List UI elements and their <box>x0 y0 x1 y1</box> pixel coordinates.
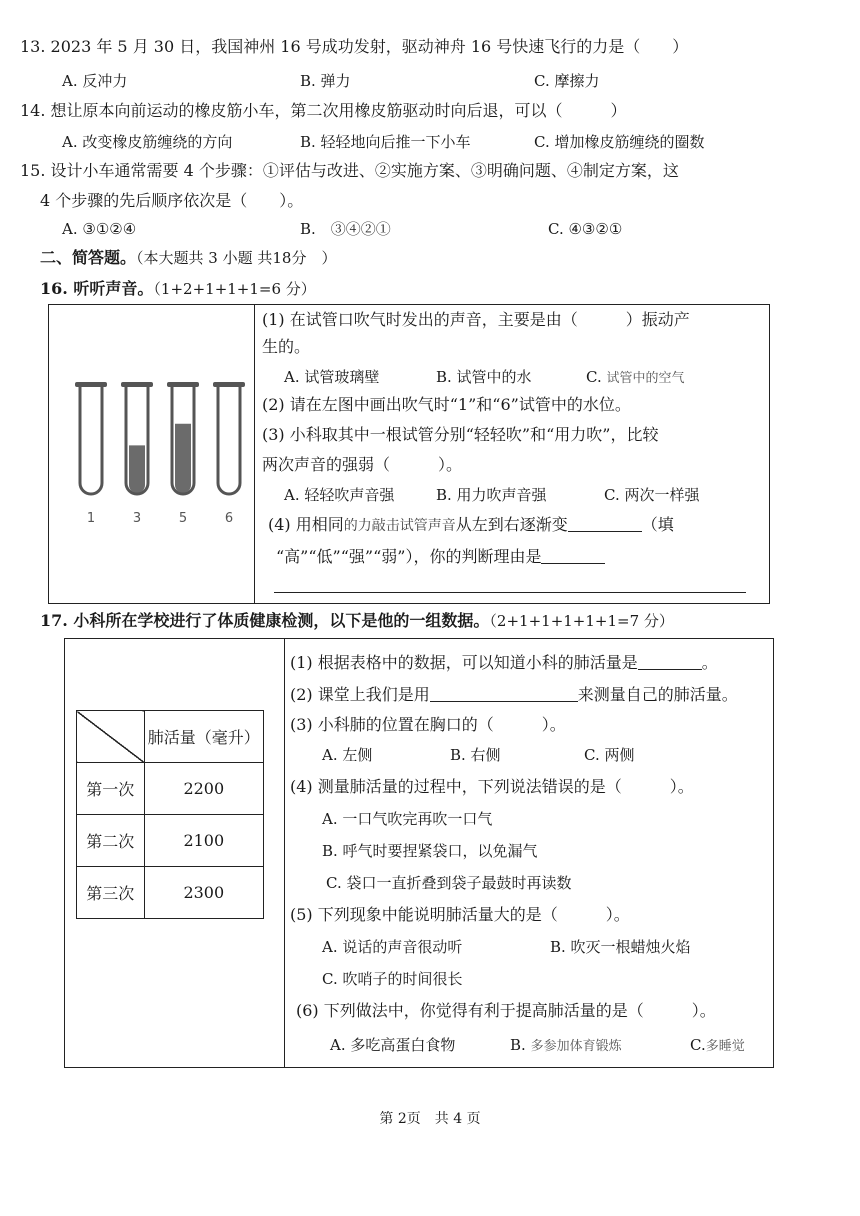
q16-p4-blank[interactable] <box>568 515 642 532</box>
row-label: 第二次 <box>77 815 145 867</box>
row-value: 2100 <box>144 815 263 867</box>
q17-p4: (4) 测量肺活量的过程中，下列说法错误的是（ ）。 <box>290 777 694 796</box>
table-row <box>77 763 264 815</box>
q16-p3-option-c: C. 两次一样强 <box>604 486 700 504</box>
table-corner-cell <box>77 711 145 763</box>
q16-divider <box>254 304 255 604</box>
page-footer: 第 2页 共 4 页 <box>379 1111 481 1127</box>
q16-p4-pre: (4) 用相同 <box>268 515 344 534</box>
section2-note: （本大题共 3 小题 共18分 ） <box>136 249 337 267</box>
q16-p4-fill: （填 <box>641 515 674 534</box>
q15-option-a: A. ③①②④ <box>62 220 137 238</box>
q13-option-b: B. 弹力 <box>300 72 351 90</box>
q16-p3-option-a: A. 轻轻吹声音强 <box>284 486 395 504</box>
tube-outline <box>80 386 102 494</box>
q15-option-c: C. ④③②① <box>548 220 623 238</box>
q17-p3: (3) 小科肺的位置在胸口的（ ）。 <box>290 715 566 734</box>
tube-rim <box>213 382 245 387</box>
q17-p3-option-a: A. 左侧 <box>322 746 373 764</box>
q17-heading <box>40 610 674 632</box>
q16-p4-line2-text: “高”“低”“强”“弱”），你的判断理由是 <box>276 547 542 566</box>
q17-p6-option-a: A. 多吃高蛋白食物 <box>330 1036 456 1054</box>
q17-p6-option-b <box>510 1034 622 1058</box>
q16-p1-option-a: A. 试管玻璃壁 <box>284 368 380 386</box>
test-tube <box>213 382 245 526</box>
row-value: 2200 <box>144 763 263 815</box>
tube-label: 6 <box>224 511 234 526</box>
q17-p6-option-b-text: 多参加体育锻炼 <box>530 1039 622 1054</box>
q14-option-a: A. 改变橡皮筋缠绕的方向 <box>62 133 233 151</box>
q16-p1-line2: 生的。 <box>262 337 311 356</box>
q16-p4-mid: 的力敲击试管声音 <box>343 518 456 534</box>
q17-p2-post: 来测量自己的肺活量。 <box>577 685 738 704</box>
test-tubes-figure <box>60 372 250 532</box>
q17-p5-option-a: A. 说话的声音很动听 <box>322 938 463 956</box>
q17-p4-option-b: B. 呼气时要捏紧袋口，以免漏气 <box>322 842 538 860</box>
q16-score: （1+2+1+1+1=6 分） <box>153 280 316 298</box>
q17-p6-option-c-letter: C. <box>690 1036 706 1054</box>
q15-stem-line2: 4 个步骤的先后顺序依次是（ ）。 <box>40 191 304 210</box>
q17-p1 <box>290 652 718 674</box>
lung-capacity-table <box>76 710 264 919</box>
q16-p4-line1 <box>268 514 674 537</box>
q17-p4-option-c: C. 袋口一直折叠到袋子最鼓时再读数 <box>326 874 572 892</box>
q14-option-c: C. 增加橡皮筋缠绕的圈数 <box>534 133 705 151</box>
section2-title: 二、简答题。 <box>40 248 137 267</box>
tube-outline <box>218 386 240 494</box>
q16-p1-option-c-letter: C. <box>586 368 602 386</box>
table-row <box>77 867 264 919</box>
test-tube <box>75 382 107 526</box>
q17-p4-option-a: A. 一口气吹完再吹一口气 <box>322 810 493 828</box>
tube-water <box>175 424 191 493</box>
q16-reason-blank-2[interactable] <box>274 592 746 593</box>
table-row <box>77 815 264 867</box>
row-label: 第一次 <box>77 763 145 815</box>
tube-rim <box>167 382 199 387</box>
table-header: 肺活量（毫升） <box>144 711 263 763</box>
test-tube <box>121 382 153 526</box>
q16-p3-line1: (3) 小科取其中一根试管分别“轻轻吹”和“用力吹”，比较 <box>262 425 659 444</box>
test-tube <box>167 382 199 526</box>
tube-label: 1 <box>86 511 96 526</box>
tube-rim <box>121 382 153 387</box>
q16-p1-option-c <box>586 366 685 390</box>
q16-p1-option-c-text: 试管中的空气 <box>606 371 685 386</box>
q17-divider <box>284 638 285 1068</box>
q14-stem: 14. 想让原本向前运动的橡皮筋小车，第二次用橡皮筋驱动时向后退，可以（ ） <box>20 101 627 120</box>
q17-p1-text: (1) 根据表格中的数据，可以知道小科的肺活量是 <box>290 653 638 672</box>
q17-p1-end: 。 <box>701 653 718 672</box>
q16-heading <box>40 278 316 300</box>
q15-option-b: B. ③④②① <box>300 220 391 238</box>
q17-p5-option-c: C. 吹哨子的时间很长 <box>322 970 463 988</box>
row-value: 2300 <box>144 867 263 919</box>
q17-title: 17. 小科所在学校进行了体质健康检测，以下是他的一组数据。 <box>40 611 490 630</box>
q17-p2 <box>290 684 738 706</box>
section2-heading <box>40 247 336 269</box>
q16-p1-option-b: B. 试管中的水 <box>436 368 532 386</box>
q17-p5: (5) 下列现象中能说明肺活量大的是（ ）。 <box>290 905 630 924</box>
tube-rim <box>75 382 107 387</box>
q17-p1-blank[interactable] <box>638 653 702 670</box>
q16-reason-blank-1[interactable] <box>541 547 605 564</box>
q17-p6-option-c-text: 多睡觉 <box>705 1039 745 1054</box>
q13-option-c: C. 摩擦力 <box>534 72 600 90</box>
q15-stem-line1: 15. 设计小车通常需要 4 个步骤：①评估与改进、②实施方案、③明确问题、④制定方案，这 <box>20 161 679 180</box>
q13-stem: 13. 2023 年 5 月 30 日，我国神州 16 号成功发射，驱动神舟 16 号快速飞行的力是（ ） <box>20 37 689 56</box>
tube-label: 5 <box>178 511 188 526</box>
q16-p4-post: 从左到右逐渐变 <box>455 515 568 534</box>
q16-p1-line1: (1) 在试管口吹气时发出的声音，主要是由（ ）振动产 <box>262 310 690 329</box>
row-label: 第三次 <box>77 867 145 919</box>
q16-p4-line2 <box>276 546 605 568</box>
q16-title: 16. 听听声音。 <box>40 279 154 298</box>
q17-p2-blank[interactable] <box>430 685 578 702</box>
q17-p3-option-c: C. 两侧 <box>584 746 635 764</box>
q17-score: （2+1+1+1+1+1=7 分） <box>489 612 674 630</box>
q13-option-a: A. 反冲力 <box>62 72 128 90</box>
q17-p6-option-c <box>690 1034 745 1058</box>
q14-option-b: B. 轻轻地向后推一下小车 <box>300 133 471 151</box>
q17-p6-option-b-letter: B. <box>510 1036 526 1054</box>
q17-p6: (6) 下列做法中，你觉得有利于提高肺活量的是（ ）。 <box>296 1001 716 1020</box>
q16-p3-line2: 两次声音的强弱（ ）。 <box>262 455 463 474</box>
q16-p2: (2) 请在左图中画出吹气时“1”和“6”试管中的水位。 <box>262 395 631 414</box>
q17-p3-option-b: B. 右侧 <box>450 746 501 764</box>
q17-p2-pre: (2) 课堂上我们是用 <box>290 685 430 704</box>
q17-p5-option-b: B. 吹灭一根蜡烛火焰 <box>550 938 691 956</box>
tube-water <box>129 445 145 493</box>
q16-p3-option-b: B. 用力吹声音强 <box>436 486 547 504</box>
tube-label: 3 <box>132 511 142 526</box>
